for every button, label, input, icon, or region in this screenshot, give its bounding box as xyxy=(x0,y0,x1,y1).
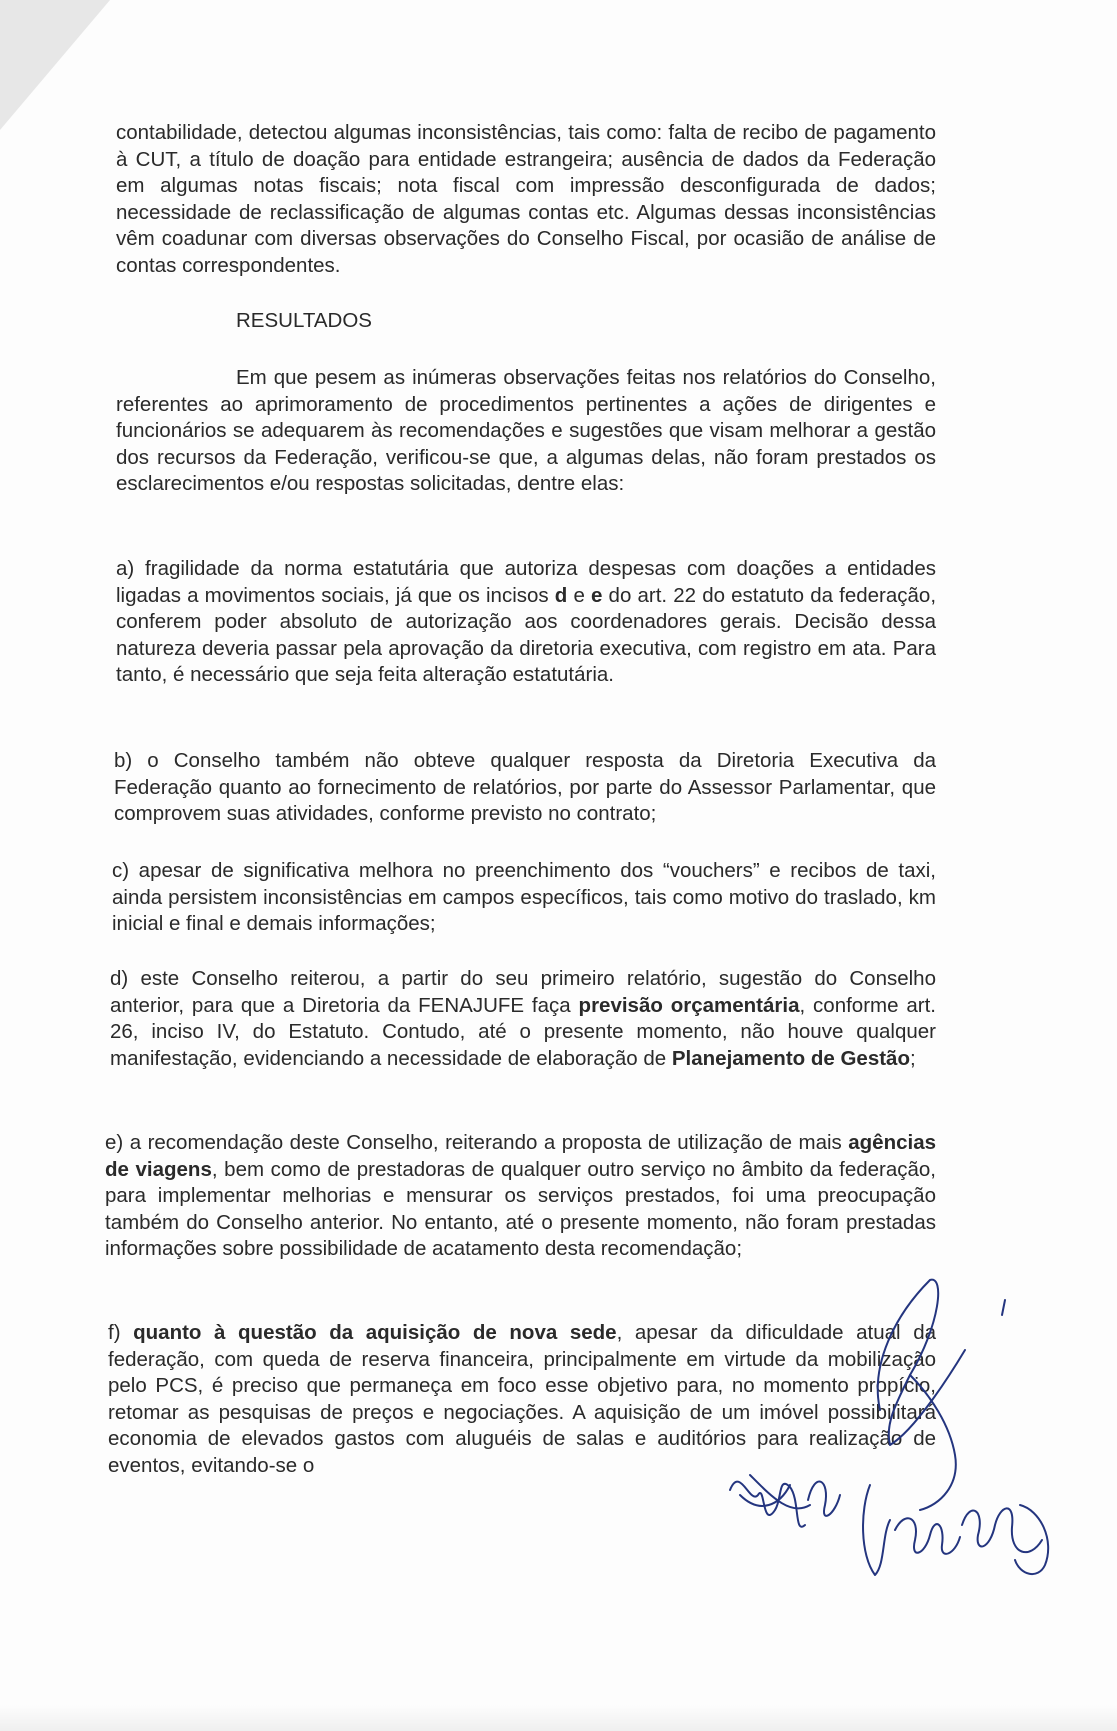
handwritten-signatures xyxy=(720,1255,1090,1645)
page-corner-fold xyxy=(0,0,110,130)
item-a-paragraph: a) fragilidade da norma estatutária que autoriza despesas com doações a entidades ligadas a movimentos sociais, já que os incisos d e e do art. 22 do estatuto da federação, conferem poder absoluto de autorização aos coordenadores gerais. Decisão dessa natureza deveria passar pela aprovação da diretoria executiva, com registro em ata. Para tanto, é necessário que seja feita alteração estatutária. xyxy=(116,557,937,686)
item-b-paragraph: b) o Conselho também não obteve qualquer resposta da Diretoria Executiva da Federação quanto ao fornecimento de relatórios, por parte do Assessor Parlamentar, que comprovem suas atividades, conforme previsto no contrato; xyxy=(114,749,936,825)
item-f-paragraph: f) quanto à questão da aquisição de nova sede, apesar da dificuldade atual da federação, com queda de reserva financeira, principalmente em virtude da mobilização pelo PCS, é preciso que permaneça em foco esse objetivo para, no momento propício, retomar as pesquisas de preços e negociações. A aquisição de um imóvel possibilitará economia de elevados gastos com aluguéis de salas e auditórios para realização de eventos, evitando-se o xyxy=(108,1321,936,1477)
intro-paragraph: contabilidade, detectou algumas inconsistências, tais como: falta de recibo de pagamento à CUT, a título de doação para entidade estrangeira; ausência de dados da Federação em algumas notas fiscais; nota fiscal com impressão desconfigurada de dados; necessidade de reclassificação de algumas contas etc. Algumas dessas inconsistências vêm coadunar com diversas observações do Conselho Fiscal, por ocasião de análise de contas correspondentes. xyxy=(116,121,936,277)
results-intro-paragraph: Em que pesem as inúmeras observações feitas nos relatórios do Conselho, referentes ao aprimoramento de procedimentos pertinentes a ações de dirigentes e funcionários se adequarem às recomendações e sugestões que visam melhorar a gestão dos recursos da Federação, verificou-se que, a algumas delas, não foram prestados os esclarecimentos e/ou respostas solicitadas, dentre elas: xyxy=(116,366,936,495)
item-e-paragraph: e) a recomendação deste Conselho, reiterando a proposta de utilização de mais agências de viagens, bem como de prestadoras de qualquer outro serviço no âmbito da federação, para implementar melhorias e mensurar os serviços prestados, foi uma preocupação também do Conselho anterior. No entanto, até o presente momento, não foram prestadas informações sobre possibilidade de acatamento desta recomendação; xyxy=(105,1131,937,1260)
page-bottom-edge xyxy=(0,1705,1117,1731)
item-d-paragraph: d) este Conselho reiterou, a partir do seu primeiro relatório, sugestão do Conselho anterior, para que a Diretoria da FENAJUFE faça previsão orçamentária, conforme art. 26, inciso IV, do Estatuto. Contudo, até o presente momento, não houve qualquer manifestação, evidenciando a necessidade de elaboração de Planejamento de Gestão; xyxy=(110,967,936,1070)
section-heading-resultados: RESULTADOS xyxy=(236,309,372,332)
item-c-paragraph: c) apesar de significativa melhora no preenchimento dos “vouchers” e recibos de taxi, ainda persistem inconsistências em campos específicos, tais como motivo do traslado, km inicial e final e demais informações; xyxy=(112,859,936,935)
